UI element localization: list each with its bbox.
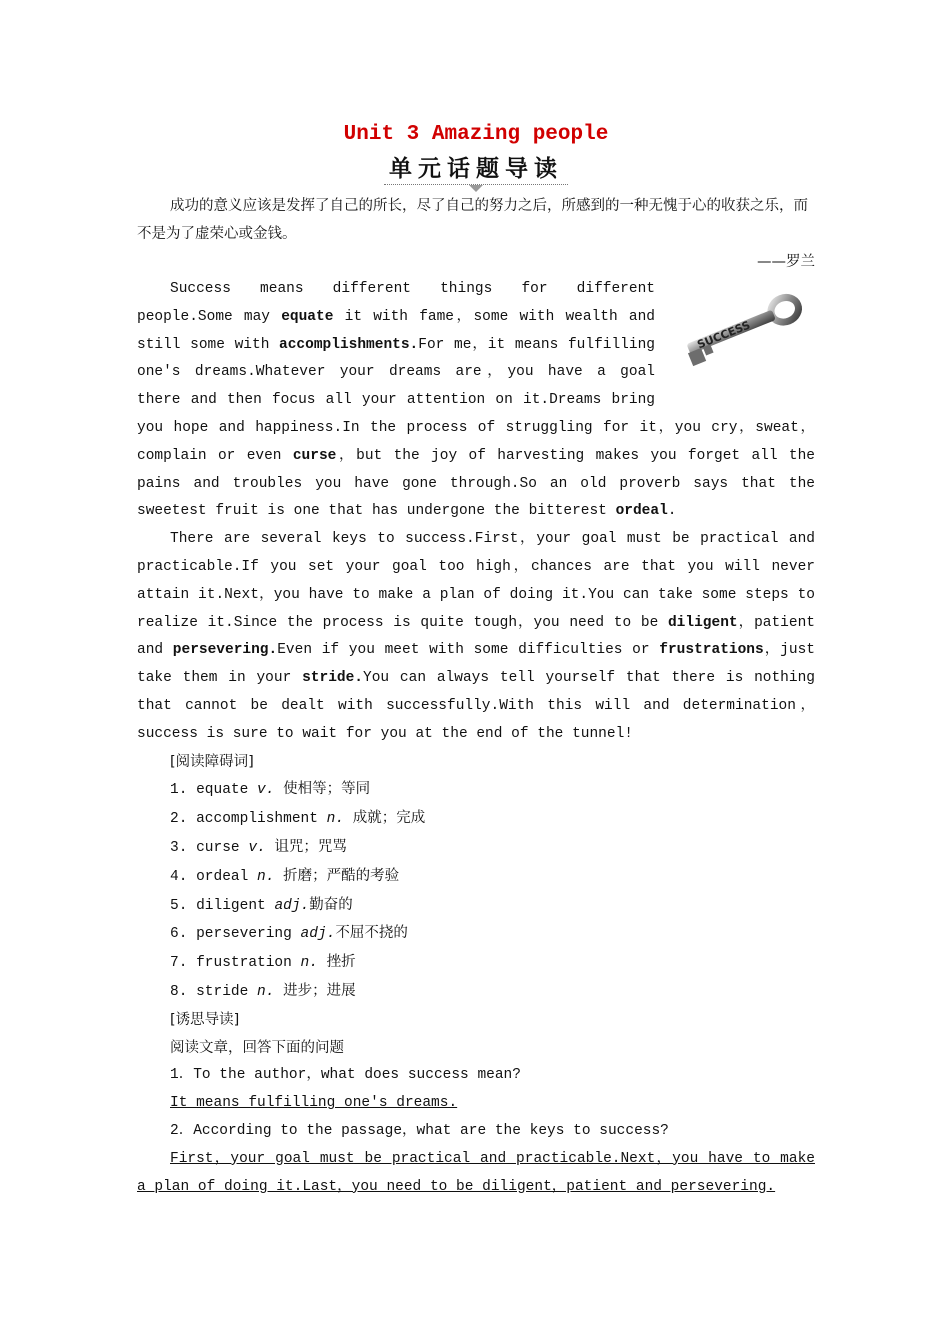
passage xyxy=(137,276,815,749)
bold-word-stride: stride. xyxy=(302,670,364,687)
bold-word-diligent: diligent xyxy=(667,614,738,631)
vocab-item: 2. accomplishment n. 成就；完成 xyxy=(170,810,426,828)
key-label: SUCCESS xyxy=(695,318,753,352)
question-2: 2．According to the passage，what are the keys to success? xyxy=(170,1122,669,1139)
section-banner xyxy=(384,152,568,192)
bold-word-curse: curse xyxy=(292,447,337,464)
banner-arrow-icon xyxy=(469,185,483,192)
passage-paragraph-1: Success means different things for different people.Some may equate it with fame，some with wealth and still some with accomplishments.For me，it means fulfilling one's dreams.Whatever your dreams are，you have a goal there and then focus all your attention on it.Dreams bring you hope and happiness.In the process of struggling for it，you cry，sweat，complain or even curse，but the joy of harvesting makes you forget all the pains and troubles you have gone through.So an old proverb says that the sweetest fruit is one that has undergone the bitterest ordeal. xyxy=(137,281,815,520)
banner-text: 单元话题导读 xyxy=(389,156,563,182)
answer-1: It means fulfilling one's dreams. xyxy=(170,1095,458,1112)
bold-word-equate: equate xyxy=(281,308,334,325)
passage-paragraph-2: There are several keys to success.First，your goal must be practical and practicable.If you set your goal too high，chances are that you will never attain it.Next，you have to make a plan of doing it.You can take some steps to realize it.Since the process is quite tough，you need to be diligent，patient and persevering.Even if you meet with some difficulties or frustrations，just take them in your stride.You can always tell yourself that there is nothing that cannot be dealt with successfully.With this will and determination，success is sure to wait for you at the end of the tunnel! xyxy=(137,531,815,742)
quote-author: ——罗兰 xyxy=(757,254,815,270)
bold-word-frustrations: frustrations xyxy=(659,642,764,659)
bold-word-persevering: persevering. xyxy=(172,642,278,659)
vocab-item: 4. ordeal n. 折磨；严酷的考验 xyxy=(170,867,400,885)
guide-heading: [诱思导读] xyxy=(170,1011,240,1028)
vocab-item: 3. curse v. 诅咒；咒骂 xyxy=(170,838,347,856)
answer-2: First，your goal must be practical and practicable.Next，you have to make a plan of doing it.Last，you need to be diligent，patient and persevering. xyxy=(137,1150,815,1195)
unit-title: Unit 3 Amazing people xyxy=(343,123,609,146)
vocab-item: 7. frustration n. 挫折 xyxy=(170,954,356,972)
vocab-item: 5. diligent adj.勤奋的 xyxy=(170,896,353,914)
document-page xyxy=(137,120,815,1201)
bold-word-ordeal: ordeal xyxy=(615,503,668,520)
vocab-item: 6. persevering adj.不屈不挠的 xyxy=(170,925,408,943)
vocab-list xyxy=(137,776,815,1006)
vocab-item: 1. equate v. 使相等；等同 xyxy=(170,781,371,799)
quote-text: 成功的意义应该是发挥了自己的所长，尽了自己的努力之后，所感到的一种无愧于心的收获之乐，而不是为了虚荣心或金钱。 xyxy=(137,198,808,242)
bold-word-accomplishments: accomplishments. xyxy=(279,336,419,353)
guide-instruction: 阅读文章，回答下面的问题 xyxy=(170,1039,344,1056)
question-1: 1．To the author，what does success mean? xyxy=(170,1067,521,1084)
vocab-item: 8. stride n. 进步；进展 xyxy=(170,982,356,1000)
key-icon xyxy=(667,280,815,390)
vocab-heading: [阅读障碍词] xyxy=(170,753,254,770)
